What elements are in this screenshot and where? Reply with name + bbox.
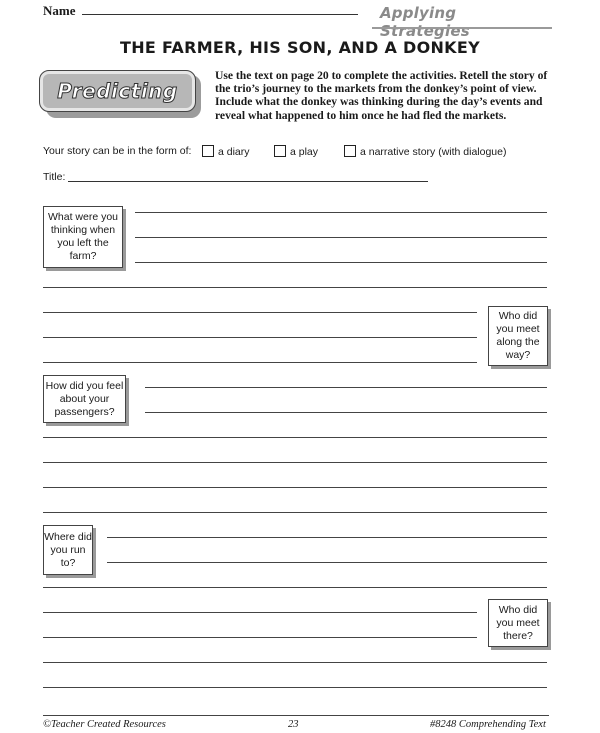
question-text: Who did you meet there? bbox=[496, 603, 540, 642]
writing-line[interactable] bbox=[107, 562, 547, 563]
question-box-along-way bbox=[488, 306, 548, 366]
writing-line[interactable] bbox=[107, 537, 547, 538]
question-box-run-to bbox=[43, 525, 93, 575]
option-label: a play bbox=[290, 146, 319, 158]
question-text: What were you thinking when you left the farm? bbox=[47, 211, 119, 262]
footer-publisher: ©Teacher Created Resources bbox=[43, 719, 166, 730]
writing-line[interactable] bbox=[43, 312, 477, 313]
writing-line[interactable] bbox=[145, 412, 547, 413]
writing-line[interactable] bbox=[43, 462, 547, 463]
writing-line[interactable] bbox=[135, 212, 547, 213]
option-label: a diary bbox=[218, 146, 250, 158]
predicting-badge bbox=[39, 70, 196, 112]
writing-line[interactable] bbox=[43, 362, 477, 363]
name-label: Name bbox=[43, 3, 76, 18]
question-box-passengers bbox=[43, 375, 126, 423]
footer-rule bbox=[43, 715, 549, 716]
writing-line[interactable] bbox=[135, 237, 547, 238]
writing-line[interactable] bbox=[43, 337, 477, 338]
writing-line[interactable] bbox=[43, 612, 477, 613]
question-box-farm bbox=[43, 206, 123, 268]
checkbox-icon[interactable] bbox=[344, 145, 356, 157]
badge-label: Predicting bbox=[57, 79, 178, 103]
option-narrative[interactable] bbox=[344, 145, 506, 158]
instructions-text: Use the text on page 20 to complete the activities. Retell the story of the trio’s journey to the markets from the donkey’s point of view. Include what the donkey was thinking during the day’s events and reveal what happened to him once he had fled the markets. bbox=[215, 69, 548, 122]
writing-line[interactable] bbox=[43, 587, 547, 588]
name-line bbox=[82, 14, 358, 15]
writing-line[interactable] bbox=[43, 637, 477, 638]
page-title: THE FARMER, HIS SON, AND A DONKEY bbox=[120, 38, 480, 57]
title-input-line[interactable] bbox=[68, 181, 428, 182]
title-label: Title: bbox=[43, 171, 66, 183]
form-prompt: Your story can be in the form of: bbox=[43, 145, 192, 157]
option-diary[interactable] bbox=[202, 145, 250, 158]
question-text: How did you feel about your passengers? bbox=[45, 379, 124, 418]
question-text: Where did you run to? bbox=[44, 530, 92, 569]
checkbox-icon[interactable] bbox=[202, 145, 214, 157]
footer-book-code: #8248 Comprehending Text bbox=[430, 719, 546, 730]
checkbox-icon[interactable] bbox=[274, 145, 286, 157]
section-tag-rule bbox=[372, 27, 552, 29]
writing-line[interactable] bbox=[43, 512, 547, 513]
writing-line[interactable] bbox=[43, 487, 547, 488]
section-tag: Applying Strategies bbox=[380, 4, 470, 40]
footer-page-number: 23 bbox=[288, 719, 299, 730]
option-play[interactable] bbox=[274, 145, 318, 158]
writing-line[interactable] bbox=[43, 662, 547, 663]
writing-line[interactable] bbox=[43, 437, 547, 438]
question-box-met-there bbox=[488, 599, 548, 647]
question-text: Who did you meet along the way? bbox=[496, 310, 540, 361]
writing-line[interactable] bbox=[145, 387, 547, 388]
writing-line[interactable] bbox=[43, 687, 547, 688]
option-label: a narrative story (with dialogue) bbox=[360, 146, 507, 158]
writing-line[interactable] bbox=[43, 287, 547, 288]
writing-line[interactable] bbox=[135, 262, 547, 263]
